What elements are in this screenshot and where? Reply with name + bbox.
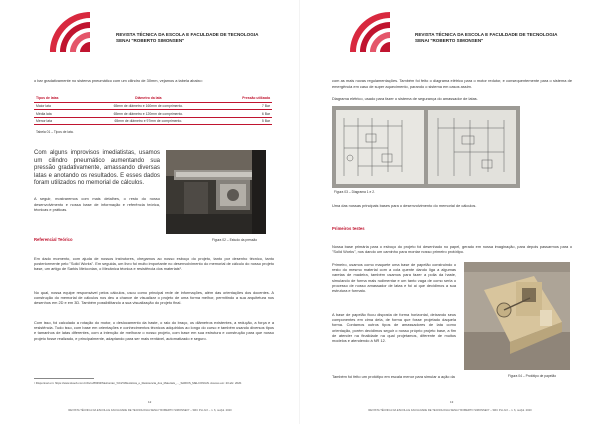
journal-logo-icon <box>46 8 90 52</box>
header-title <box>116 32 258 43</box>
header-line-1: REVISTA TÉCNICA DA ESCOLA E FACULDADE DE TECNOLOGIA <box>415 32 558 37</box>
footnote: ¹ Disponível em: https://www.skoob.com.br/livro/89393/Melconian_%C2%Mecânica_e_Resistencia_dos_Materiais_..._SARKIS_MELCONIAN. Acesso em: 20 abr. 2020. <box>34 381 243 385</box>
page-header <box>0 8 300 52</box>
cardboard-prototype-photo <box>464 262 570 370</box>
table-cell: 65mm de diâmetro e 120mm de comprimento. <box>82 110 215 117</box>
table-row <box>34 117 272 124</box>
table-caption: Tabela 01 – Tipos de lata. <box>36 130 74 134</box>
section-heading: Referencial Teórico <box>34 237 73 242</box>
body-paragraph: No qual, nossa equipe responsável pelos cálculos, usou como principal rede de informações, além das orientações dos docentes. A construção do memorial de cálculos nos deu a chance de visualizar o projeto de uma forma melhor, permitindo a sua arquitetura nos desenhos em 2D e em 3D. Também possibilitando a sua visualização do projeto final. <box>34 290 274 306</box>
journal-logo-icon <box>346 8 390 52</box>
body-paragraph: Também foi feito um protótipo em escala menor para simular a ação da <box>332 374 455 379</box>
page-number: 12 <box>148 400 152 404</box>
section-heading: Primeiros testes <box>332 226 365 231</box>
paragraph: Diagrama elétrico, usado para fazer o sistema de segurança do amassador de latas. <box>332 96 478 101</box>
electrical-diagram-photo <box>332 106 520 188</box>
paragraph: Uma das nossas principais bases para o desenvolvimento do memorial de cálculos. <box>332 203 477 208</box>
table-cell: Maior lata <box>34 103 82 110</box>
table-header-row <box>34 94 272 103</box>
figure-caption: Figura 04 – Protótipo de papelão <box>508 374 557 378</box>
table-cell: 6 Bar <box>215 110 272 117</box>
paragraph: com as mais novas regulamentações. Também foi feito o diagrama elétrico para o motor redutor, e consequentemente para o sistema de emergência em caso de super aquecimento, parando o sistema em casos assim. <box>332 78 572 89</box>
body-paragraph: Com isso, foi calculado a rotação do motor, o deslocamento da haste, o raio do braço, os diâmetros existentes, a redução, a força e a resistência. Tudo isso, com base em orientações e conhecimentos técnicos adquiridos ao longo do curso e também usando diversos tipos e tamanhos de latas diferentes, com a intenção de melhorar o nosso projeto, com base em sua estrutura e construção para que nosso projeto fosse realizado, e principalmente, adaptando para ser mais rentável, automatizado e seguro. <box>34 320 274 341</box>
header-line-2: SENAI "ROBERTO SIMONSEN" <box>415 37 484 43</box>
table-cell: 65mm de diâmetro e 160mm de comprimento. <box>82 103 215 110</box>
header-line-2: SENAI "ROBERTO SIMONSEN" <box>116 37 185 43</box>
table-cell: 65mm de diâmetro e 97mm de comprimento. <box>82 117 215 124</box>
page-footer: REVISTA TÉCNICA DA ESCOLA E FACULDADE DE TECNOLOGIA SENAI "ROBERTO SIMONSEN" – SRC PH.JLX – n. 6, out/jul. 2020 <box>68 409 232 412</box>
page-right <box>300 0 600 424</box>
lata-table <box>34 94 272 125</box>
page-header <box>300 8 600 52</box>
table-cell: Menor lata <box>34 117 82 124</box>
pressure-study-photo <box>166 150 266 234</box>
body-paragraph: Em dado momento, com ajuda de nossos instrutores, chegamos ao nosso esboço do projeto, tanto por desenho técnico, tanto posteriormente pelo "Solid Works". Em seguida, um livro foi muito importante no desenvolvimento do memorial de cálculo do nosso projeto base, um artigo de Sarkis Melconian, o Mecânica técnica e resistência dos materiais¹. <box>34 256 274 272</box>
body-paragraph: Nossa base primária para o esboço do projeto foi desenhado no papel, gerado em nossa imaginação, para depois passarmos para o "Solid Works", nos dando um caminho para montar nosso primeiro protótipo. <box>332 244 572 255</box>
header-line-1: REVISTA TÉCNICA DA ESCOLA E FACULDADE DE TECNOLOGIA <box>116 32 259 37</box>
table-row <box>34 103 272 110</box>
table-row <box>34 110 272 117</box>
figure-caption: Figura 02 – Estudo da pressão <box>212 238 258 242</box>
page-number: 13 <box>450 400 454 404</box>
table-cell: 5 Bar <box>215 117 272 124</box>
footnote-rule <box>34 378 94 379</box>
figure-caption: Figura 03 – Diagrama 1 e 2. <box>334 190 376 194</box>
body-paragraph: Primeiro, usamos como maquete uma base de papelão construindo o resto do mesmo material com a cola quente dando liga a algumas varetas de madeira, também usamos para fazer a polia da haste, simulando de forma mais rudimentar e um tanto vaga de como seria o processo de nosso amassador de latas e foi aí que decidimos a sua estrutura e formato. <box>332 262 456 294</box>
table-header: Pressão utilizada <box>215 94 272 103</box>
page-footer: REVISTA TÉCNICA DA ESCOLA E FACULDADE DE TECNOLOGIA SENAI "ROBERTO SIMONSEN" – SRC PH.JLX – n. 6, out/jul. 2020 <box>368 409 532 412</box>
highlight-paragraph: Com alguns improvisos imediatistas, usamos um cilindro pneumático aumentando sua pressão gradativamente, amassando diversas latas e anotando os resultados. E esses dados foram utilizados no memorial de cálculos. <box>34 150 160 187</box>
intro-text: o bar gradativamente no sistema pneumático com um cilindro de 30mm, vejamos a tabela abaixo: <box>34 78 203 83</box>
table-cell: 7 Bar <box>215 103 272 110</box>
body-paragraph: A base de papelão ficou disposta de forma horizontal, deixando seus componentes em cima dela, de forma que fosse projetado daquela forma. Contamos outros tipos de amassadores de lata como orientação, porém decidimos seguir o nosso próprio projeto base, a fim de atender na finalidade na qual projetamos, diferente de muitos modelos e atendendo à NR 12. <box>332 312 456 344</box>
table-header: Diâmetro da lata <box>82 94 215 103</box>
header-title <box>415 32 557 43</box>
paragraph: A seguir, mostraremos com mais detalhes, o resto do nosso desenvolvimento e nossa base de informação e referência teórica, técnicas e práticas. <box>34 196 160 213</box>
table-cell: Média lata <box>34 110 82 117</box>
table-header: Tipos de latas <box>34 94 82 103</box>
